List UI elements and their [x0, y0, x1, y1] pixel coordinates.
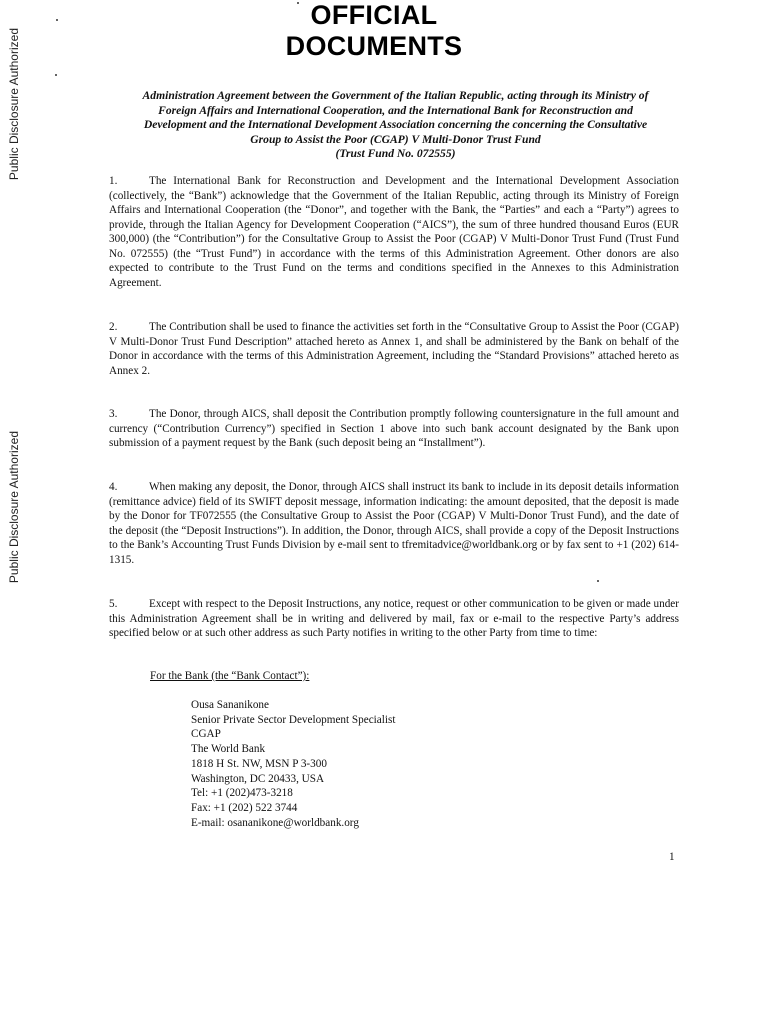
paragraph-number: 1. — [109, 175, 118, 187]
title-line: Administration Agreement between the Government of the Italian Republic, acting through its Ministry of — [142, 89, 649, 102]
scan-speck — [56, 19, 58, 21]
title-line: (Trust Fund No. 072555) — [335, 147, 456, 161]
title-line: Foreign Affairs and International Cooperation, and the International Bank for Reconstruction and — [158, 103, 633, 117]
bank-contact-heading: For the Bank (the “Bank Contact”): — [150, 670, 310, 682]
disclosure-label-top — [7, 22, 21, 187]
page-number: 1 — [669, 851, 675, 863]
contact-city: Washington, DC 20433, USA — [191, 772, 325, 785]
paragraph-number: 3. — [109, 408, 118, 420]
paragraph-2 — [109, 320, 679, 378]
disclosure-label-text: Public Disclosure Authorized — [7, 431, 21, 584]
paragraph-text: The Contribution shall be used to finance the activities set forth in the “Consultative Group to Assist the Poor (CGAP) V Multi-Donor Trust Fund Description” attached hereto as Annex 1, and shall be administered by the Bank on behalf of the Donor in accordance with the terms of this Administration Agreement, including the “Standard Provisions” attached hereto as Annex 2. — [109, 321, 679, 377]
paragraph-text: The Donor, through AICS, shall deposit the Contribution promptly following countersignature in the full amount and currency (“Contribution Currency”) specified in Section 1 above into such bank account designated by the Bank upon submission of a payment request by the Bank (such deposit being an “Installment”). — [109, 408, 679, 449]
agreement-title — [108, 89, 683, 162]
contact-street: 1818 H St. NW, MSN P 3-300 — [191, 757, 327, 770]
title-line: Group to Assist the Poor (CGAP) V Multi-Donor Trust Fund — [250, 132, 541, 146]
paragraph-number: 5. — [109, 598, 118, 610]
disclosure-label-text: Public Disclosure Authorized — [7, 28, 21, 181]
paragraph-5 — [109, 597, 679, 641]
contact-email: E-mail: osananikone@worldbank.org — [191, 816, 359, 829]
contact-fax: Fax: +1 (202) 522 3744 — [191, 801, 298, 814]
banner-line: DOCUMENTS — [285, 31, 463, 61]
contact-title: Senior Private Sector Development Specialist — [191, 713, 396, 726]
scan-speck — [55, 74, 57, 76]
paragraph-4 — [109, 480, 679, 567]
paragraph-text: When making any deposit, the Donor, through AICS shall instruct its bank to include in its deposit details information (remittance advice) field of its SWIFT deposit message, information indicating: the amount deposited, that the deposit is made by the Donor for TF072555 (the Consultative Group to Assist the Poor (CGAP) V Multi-Donor Trust Fund), and the date of the deposit (the “Deposit Instructions”). In addition, the Donor, through AICS, shall provide a copy of the Deposit Instructions to the Bank’s Accounting Trust Funds Division by e-mail sent to tfremitadvice@worldbank.org or by fax sent to +1 (202) 614-1315. — [109, 481, 679, 566]
paragraph-number: 4. — [109, 481, 118, 493]
contact-name: Ousa Sananikone — [191, 699, 269, 711]
bank-contact-address — [191, 698, 395, 830]
contact-tel: Tel: +1 (202)473-3218 — [191, 787, 293, 800]
official-documents-banner — [270, 0, 478, 62]
banner-line: OFFICIAL — [310, 0, 438, 30]
title-line: Development and the International Development Association concerning the concerning the Consultative — [143, 118, 648, 132]
scan-speck — [597, 580, 599, 582]
paragraph-text: The International Bank for Reconstruction and Development and the International Development Association (collectively, the “Bank”) acknowledge that the Government of the Italian Republic, acting through its Ministry of Foreign Affairs and International Cooperation (the “Donor”, and together with the Bank, the “Parties” and each a “Party”) agrees to provide, through the Italian Agency for Development Cooperation (“AICS”), the sum of three hundred thousand Euros (EUR 300,000) (the “Contribution”) for the Consultative Group to Assist the Poor (CGAP) V Multi-Donor Trust Fund (Trust Fund No. 072555) (the “Trust Fund”) in accordance with the terms of this Administration Agreement. Other donors are also expected to contribute to the Trust Fund on the terms and conditions specified in the Annexes to this Administration Agreement. — [109, 175, 679, 289]
contact-institution: The World Bank — [191, 743, 266, 756]
disclosure-label-bottom — [7, 425, 21, 590]
contact-org: CGAP — [191, 728, 221, 741]
paragraph-number: 2. — [109, 321, 118, 333]
paragraph-3 — [109, 407, 679, 451]
paragraph-1 — [109, 174, 679, 290]
paragraph-text: Except with respect to the Deposit Instructions, any notice, request or other communication to be given or made under this Administration Agreement shall be in writing and delivered by mail, fax or e-mail to the respective Party’s address specified below or at such other address as such Party notifies in writing to the other Party from time to time: — [109, 598, 679, 639]
